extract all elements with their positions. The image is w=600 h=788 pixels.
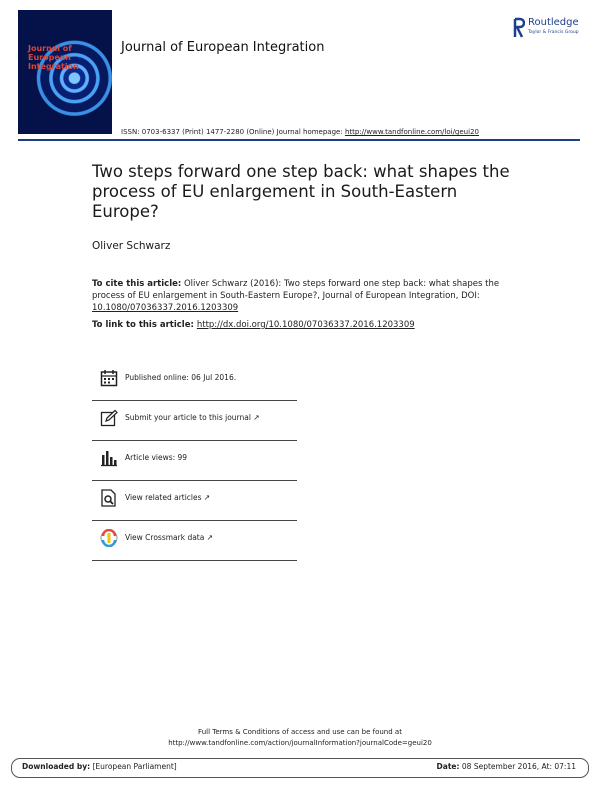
downloaded-value: [European Parliament]: [90, 762, 177, 771]
article-views-row: [92, 440, 297, 481]
cover-title: Journal of European Integration: [28, 44, 79, 71]
submit-article-link[interactable]: [125, 413, 260, 422]
edit-icon: [100, 409, 118, 427]
cite-doi-link[interactable]: 10.1080/07036337.2016.1203309: [92, 303, 239, 313]
external-link-icon: ↗: [253, 413, 260, 422]
bar-chart-icon: [100, 449, 118, 467]
crossmark-icon: [100, 529, 118, 547]
submit-article-text: Submit your article to this journal: [125, 413, 251, 422]
external-link-icon: ↗: [203, 493, 211, 502]
article-author: Oliver Schwarz: [92, 240, 171, 252]
related-articles-row[interactable]: [92, 480, 297, 521]
journal-homepage-link[interactable]: http://www.tandfonline.com/loi/geui20: [344, 128, 479, 136]
cite-text: Oliver Schwarz (2016): Two steps forward one step back: what shapes the process of EU enlargement in South-Eastern Europe?, Journal of European Integration, DOI:: [92, 279, 500, 301]
publisher-logo: [512, 17, 592, 41]
publisher-tagline: Taylor & Francis Group: [528, 30, 579, 35]
downloaded-by: [22, 762, 177, 771]
download-info-bar: [11, 758, 589, 778]
submit-article-row[interactable]: [92, 400, 297, 441]
related-articles-link[interactable]: [125, 493, 210, 502]
crossmark-text: View Crossmark data: [125, 533, 205, 542]
routledge-logo-icon: [512, 17, 525, 39]
link-label: To link to this article:: [92, 320, 197, 330]
calendar-icon: [100, 369, 118, 387]
header-divider: [18, 139, 580, 141]
related-articles-text: View related articles: [125, 493, 202, 502]
issn-line: [121, 128, 479, 136]
terms-note: [0, 727, 600, 749]
external-link-icon: ↗: [206, 533, 214, 542]
document-search-icon: [100, 489, 118, 507]
article-title: Two steps forward one step back: what shapes the process of EU enlargement in South-Eastern Europe?: [92, 162, 510, 221]
citation-block: [92, 278, 512, 314]
download-date: [437, 762, 576, 771]
publisher-name: Routledge: [528, 17, 579, 28]
issn-text: ISSN: 0703-6337 (Print) 1477-2280 (Online) Journal homepage:: [121, 128, 345, 136]
terms-line: Full Terms & Conditions of access and use can be found at: [198, 728, 402, 736]
crossmark-link[interactable]: [125, 533, 213, 542]
terms-url[interactable]: http://www.tandfonline.com/action/journalInformation?journalCode=geui20: [168, 739, 432, 747]
crossmark-row[interactable]: [92, 520, 297, 561]
date-value: 08 September 2016, At: 07:11: [459, 762, 576, 771]
downloaded-label: Downloaded by:: [22, 762, 91, 771]
article-views-text: Article views: 99: [125, 453, 188, 462]
published-online-row: [92, 360, 297, 401]
cite-label: To cite this article:: [92, 279, 182, 289]
published-online-text: Published online: 06 Jul 2016.: [125, 373, 237, 382]
article-link-line: [92, 320, 415, 330]
journal-title: Journal of European Integration: [121, 40, 325, 55]
journal-cover-image: [18, 10, 112, 134]
date-label: Date:: [436, 762, 460, 771]
article-doi-link[interactable]: http://dx.doi.org/10.1080/07036337.2016.1203309: [196, 320, 415, 330]
